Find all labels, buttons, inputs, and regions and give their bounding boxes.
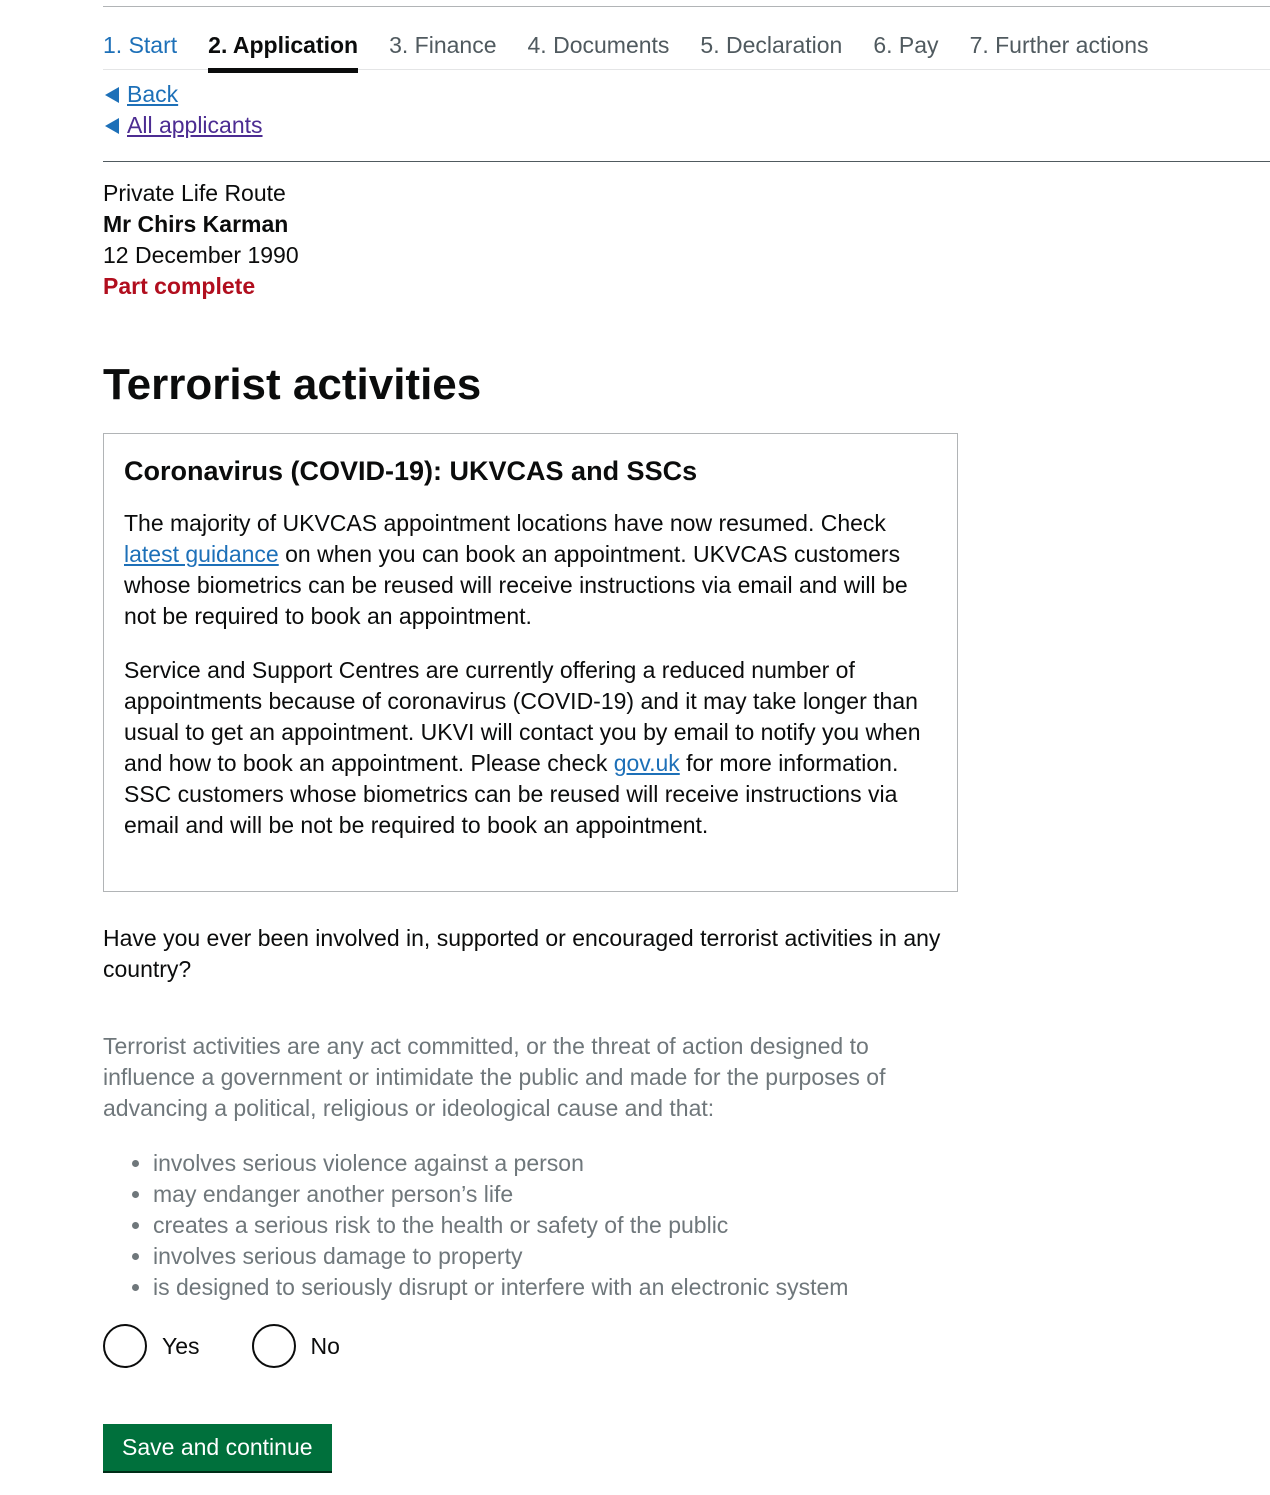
section-divider — [103, 161, 1270, 162]
hint-list-item: • creates a serious risk to the health or safety of the public — [153, 1210, 963, 1241]
applicant-name: Mr Chirs Karman — [103, 211, 289, 237]
back-links — [105, 79, 263, 141]
radio-yes-label[interactable]: Yes — [162, 1332, 200, 1359]
applicant-summary — [103, 178, 299, 302]
step-pay: 6. Pay — [873, 32, 939, 58]
back-arrow-icon — [105, 87, 119, 103]
notice-text: The majority of UKVCAS appointment locations have now resumed. Check — [124, 510, 886, 536]
hint-intro: Terrorist activities are any act committed, or the threat of action designed to influence a government or intimidate the public and made for the purposes of advancing a political, religious or ideological cause and that: — [103, 1033, 886, 1121]
radio-yes[interactable] — [103, 1324, 200, 1368]
step-further-actions: 7. Further actions — [969, 32, 1149, 58]
top-divider — [103, 6, 1270, 7]
hint-list-item: • may endanger another person’s life — [153, 1179, 963, 1210]
radio-no-label[interactable]: No — [310, 1332, 340, 1359]
notice-heading: Coronavirus (COVID-19): UKVCAS and SSCs — [124, 456, 698, 486]
question-text: Have you ever been involved in, supported or encouraged terrorist activities in any country? — [103, 925, 941, 982]
back-link[interactable]: Back — [127, 81, 179, 107]
covid-notice — [103, 433, 958, 892]
radio-yes-circle[interactable] — [103, 1324, 147, 1368]
radio-no-circle[interactable] — [252, 1324, 296, 1368]
hint-list-item: • involves serious violence against a person — [153, 1148, 963, 1179]
hint-list — [103, 1148, 963, 1303]
yes-no-radios — [103, 1324, 392, 1368]
applicant-dob: 12 December 1990 — [103, 242, 299, 268]
application-route: Private Life Route — [103, 180, 286, 206]
notice-paragraph-2 — [124, 655, 937, 841]
step-declaration: 5. Declaration — [700, 32, 843, 58]
hint-list-item: • is designed to seriously disrupt or interfere with an electronic system — [153, 1272, 963, 1303]
step-finance: 3. Finance — [389, 32, 497, 58]
hint-list-item: • involves serious damage to property — [153, 1241, 963, 1272]
notice-text: for more information. SSC customers whose biometrics can be reused will receive instructions via email and will be not be required to book an appointment. — [124, 750, 899, 838]
back-arrow-icon — [105, 118, 119, 134]
all-applicants-link[interactable]: All applicants — [127, 112, 263, 138]
step-documents: 4. Documents — [527, 32, 670, 58]
page-title: Terrorist activities — [103, 360, 482, 409]
step-application: 2. Application — [208, 26, 358, 69]
notice-text: Service and Support Centres are currently offering a reduced number of appointments because of coronavirus (COVID-19) and it may take longer than usual to get an appointment. UKVI will contact you by email to notify you when and how to book an appointment. Please check — [124, 657, 921, 776]
notice-paragraph-1 — [124, 508, 937, 632]
back-link-row — [105, 79, 263, 110]
status-text: Part complete — [103, 273, 256, 299]
step-start[interactable]: 1. Start — [103, 32, 178, 58]
progress-steps — [103, 26, 1270, 70]
latest-guidance-link[interactable]: latest guidance — [124, 541, 279, 567]
radio-no[interactable] — [252, 1324, 340, 1368]
question-hint — [103, 1031, 963, 1303]
all-applicants-link-row — [105, 110, 263, 141]
gov-uk-link[interactable]: gov.uk — [613, 750, 680, 776]
notice-text: on when you can book an appointment. UKVCAS customers whose biometrics can be reused will receive instructions via email and will be not be required to book an appointment. — [124, 541, 908, 629]
save-and-continue-button[interactable]: Save and continue — [103, 1424, 332, 1471]
